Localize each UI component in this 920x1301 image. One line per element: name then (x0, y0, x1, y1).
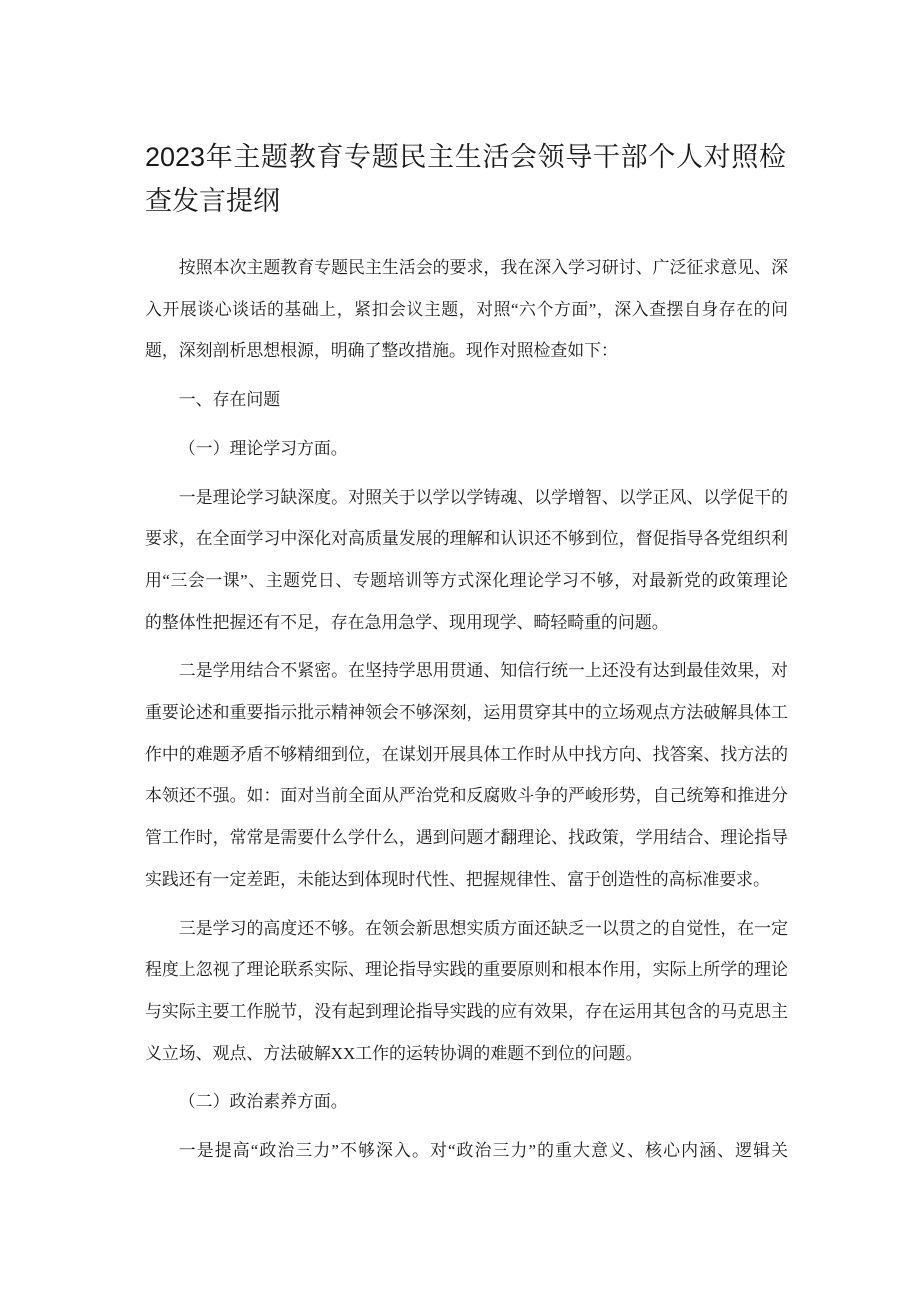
text-line: 与实际主要工作脱节，没有起到理论指导实践的应有效果，存在运用其包含的马克思主 (145, 1001, 788, 1021)
text-line: 本领还不强。如：面对当前全面从严治党和反腐败斗争的严峻形势，自己统筹和推进分 (145, 786, 788, 806)
paragraph-item (145, 908, 788, 1075)
text-line: 入开展谈心谈话的基础上，紧扣会议主题，对照“六个方面”，深入查摆自身存在的问 (145, 299, 788, 319)
paragraph-item (145, 650, 788, 900)
text-line: 一是理论学习缺深度。对照关于以学以学铸魂、以学增智、以学正风、以学促干的 (178, 487, 788, 507)
text-line: 一是提高“政治三力”不够深入。对“政治三力”的重大意义、核心内涵、逻辑关 (178, 1141, 788, 1161)
text-line: 按照本次主题教育专题民主生活会的要求，我在深入学习研讨、广泛征求意见、深 (178, 258, 788, 277)
paragraph-item (145, 1130, 788, 1172)
text-line: 程度上忽视了理论联系实际、理论指导实践的重要原则和根本作用，实际上所学的理论 (145, 960, 788, 980)
text-line: 三是学习的高度还不够。在领会新思想实质方面还缺乏一以贯之的自觉性，在一定 (178, 918, 788, 938)
title-line: 查发言提纲 (145, 186, 280, 216)
text-line: 重要论述和重要指示批示精神领会不够深刻，运用贯穿其中的立场观点方法破解具体工 (145, 703, 788, 723)
paragraph-item (145, 477, 788, 644)
text-line: 实践还有一定差距，未能达到体现时代性、把握规律性、富于创造性的高标准要求。 (145, 869, 770, 889)
section-heading (145, 379, 788, 421)
text-line: 要求，在全面学习中深化对高质量发展的理解和认识还不够到位，督促指导各党组织利 (145, 529, 788, 549)
text-line: 用“三会一课”、主题党日、专题培训等方式深化理论学习不够，对最新党的政策理论 (145, 570, 788, 590)
text-line: 管工作时，常常是需要什么学什么，遇到问题才翻理论、找政策，学用结合、理论指导 (145, 828, 788, 848)
section-heading-text: 一、存在问题 (178, 390, 281, 410)
text-line: 题，深刻剖析思想根源，明确了整改措施。现作对照检查如下： (145, 341, 618, 361)
title-line: 2023年主题教育专题民主生活会领导干部个人对照检 (145, 142, 786, 172)
subsection-heading (145, 428, 788, 470)
text-line: 作中的难题矛盾不够精细到位，在谋划开展具体工作时从中找方向、找答案、找方法的 (145, 744, 788, 764)
document-body (145, 247, 788, 1179)
subsection-heading (145, 1081, 788, 1123)
document-title (145, 135, 786, 223)
intro-paragraph (145, 247, 788, 372)
subsection-heading-text: （二）政治素养方面。 (178, 1092, 348, 1112)
text-line: 义立场、观点、方法破解XX工作的运转协调的难题不到位的问题。 (145, 1043, 643, 1063)
subsection-heading-text: （一）理论学习方面。 (178, 438, 348, 458)
text-line: 二是学用结合不紧密。在坚持学思用贯通、知信行统一上还没有达到最佳效果，对 (178, 661, 788, 681)
text-line: 的整体性把握还有不足，存在急用急学、现用现学、畸轻畸重的问题。 (145, 612, 669, 632)
